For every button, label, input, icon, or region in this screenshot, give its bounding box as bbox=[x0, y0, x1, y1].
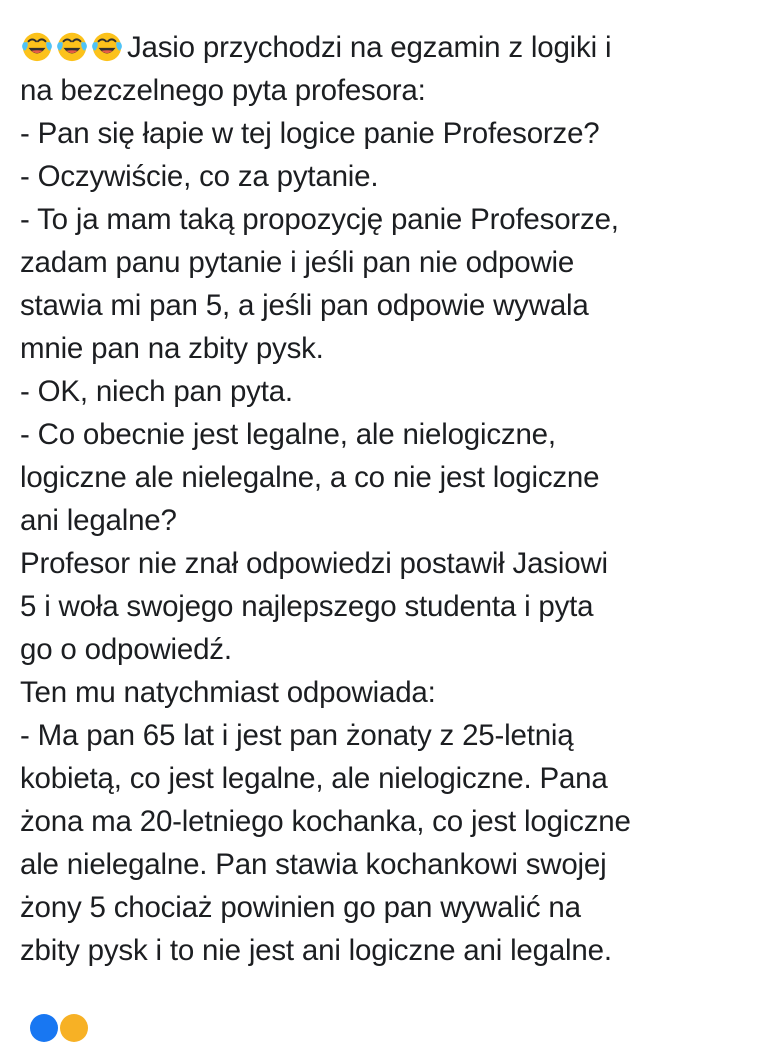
post-line-19: żona ma 20-letniego kochanka, co jest logiczne bbox=[20, 805, 631, 838]
post-line-18: kobietą, co jest legalne, ale nielogiczne. Pana bbox=[20, 762, 608, 795]
post-line-21: żony 5 chociaż powinien go pan wywalić na bbox=[20, 891, 581, 924]
post-line-17: - Ma pan 65 lat i jest pan żonaty z 25-letnią bbox=[20, 719, 574, 752]
post-line-3: - Pan się łapie w tej logice panie Profesorze? bbox=[20, 117, 600, 150]
face-with-tears-of-joy-icon bbox=[20, 29, 54, 63]
post-line-16: Ten mu natychmiast odpowiada: bbox=[20, 676, 436, 709]
post-line-11: logiczne ale nielegalne, a co nie jest logiczne bbox=[20, 461, 600, 494]
post-line-15: go o odpowiedź. bbox=[20, 633, 232, 666]
post-text bbox=[20, 26, 755, 972]
post-line-text: Jasio przychodzi na egzamin z logiki i bbox=[127, 31, 612, 64]
post-line-6: zadam panu pytanie i jeśli pan nie odpowie bbox=[20, 246, 575, 279]
post-line-8: mnie pan na zbity pysk. bbox=[20, 332, 324, 365]
haha-icon[interactable] bbox=[60, 1014, 88, 1042]
face-with-tears-of-joy-icon bbox=[55, 29, 89, 63]
like-icon[interactable] bbox=[30, 1014, 58, 1042]
face-with-tears-of-joy-icon bbox=[90, 29, 124, 63]
post-line-12: ani legalne? bbox=[20, 504, 177, 537]
reaction-icons[interactable] bbox=[30, 1014, 90, 1034]
post-line-9: - OK, niech pan pyta. bbox=[20, 375, 293, 408]
post-line-10: - Co obecnie jest legalne, ale nielogiczne, bbox=[20, 418, 556, 451]
emoji-group bbox=[20, 29, 125, 63]
post-line-1 bbox=[20, 26, 755, 69]
post-line-2: na bezczelnego pyta profesora: bbox=[20, 74, 426, 107]
post-line-22: zbity pysk i to nie jest ani logiczne ani legalne. bbox=[20, 934, 612, 967]
post-line-7: stawia mi pan 5, a jeśli pan odpowie wywala bbox=[20, 289, 589, 322]
post-line-4: - Oczywiście, co za pytanie. bbox=[20, 160, 379, 193]
post-line-20: ale nielegalne. Pan stawia kochankowi swojej bbox=[20, 848, 607, 881]
post-line-14: 5 i woła swojego najlepszego studenta i pyta bbox=[20, 590, 594, 623]
post-line-13: Profesor nie znał odpowiedzi postawił Jasiowi bbox=[20, 547, 608, 580]
post-line-5: - To ja mam taką propozycję panie Profesorze, bbox=[20, 203, 619, 236]
